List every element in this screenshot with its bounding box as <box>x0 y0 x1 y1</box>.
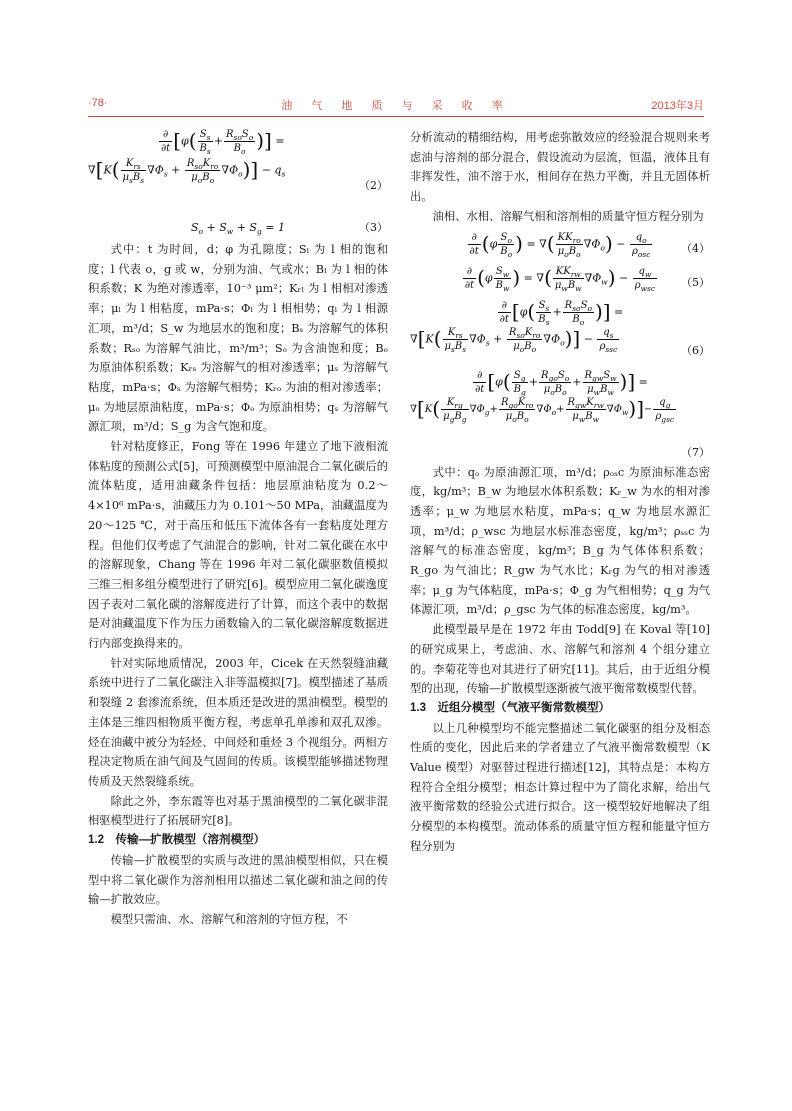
page-number: ·78· <box>88 97 108 109</box>
body-paragraph: 油相、水相、溶解气相和溶剂相的质量守恒方程分别为 <box>432 209 704 223</box>
journal-title: 油 气 地 质 与 采 收 率 <box>281 100 511 112</box>
left-column <box>88 128 388 930</box>
equation-2: $\frac{\partial}{\partial t}$ [φ( $\frac{S_s}{B_s}$ + $\frac{R_{so}S_o}{B_o}$ )] = ∇[K( $\frac{K_{rs}}{\mu_sB_s}$ $\nabla\Phi_s$ + $\frac{R_{so}K_{ro}}{\mu_oB_o}$ $\nabla\Phi_o)] - q_s$ （2） <box>88 128 388 218</box>
body-paragraph: 以上几种模型均不能完整描述二氧化碳驱的组分及相态性质的变化，因此后来的学者建立了气液平衡常数模型（K Value 模型）对驱替过程进行描述[12]，其特点是：本构方程符合全组分模型；相态计算过程中为了简化求解，给出气液平衡常数的经验公式进行拟合。这一模型较好地解决了组分模型的本构模型。流动体系的质量守恒方程和能量守恒方程分别为 <box>410 721 710 853</box>
body-paragraph: 传输—扩散模型的实质与改进的黑油模型相似，只在模型中将二氧化碳作为溶剂相用以描述二氧化碳和油之间的传输—扩散效应。 <box>88 853 388 907</box>
equation-6-number: （6） <box>681 343 710 357</box>
nomenclature-paragraph: 式中：qₒ 为原油源汇项，m³/d；ρₒₛc 为原油标准态密度，kg/m³；B_w 为地层水体积系数；Kᵣ_w 为水的相对渗透率；μ_w 为地层水粘度，mPa·s；q_w 为地层水源汇项，m³/d；ρ_wsc 为地层水标准态密度，kg/m³；ρₛₛc 为溶解气的标准态密度，kg/m³；B_g 为气体体积系数；R_go 为气油比；R_gw 为气水比；Kᵣg 为气的相对渗透率；μ_g 为气体粘度，mPa·s；Φ_g 为气相相势；q_g 为气体源汇项，m³/d；ρ_gsc 为气体的标准态密度，kg/m³。 <box>410 465 710 617</box>
equation-7: $\frac{\partial}{\partial t}$ [φ( $\frac{S_g}{B_g}$ + $\frac{R_{go}S_o}{\mu_oB_o}$ + $\frac{R_{gw}S_w}{\mu_wB_w}$ )] = ∇[K( $\frac{K_{rg}}{\mu_gB_g}$ $\nabla\Phi_g+$ $\frac{R_{go}K_{ro}}{\mu_oB_o}$ $\nabla\Phi_o+$ $\frac{R_{gw}K_{rw}}{\mu_wB_w}$ $\nabla\Phi_w)]-$ $\frac{q_g}{\rho_{gsc}}$ （7） <box>410 369 710 463</box>
body-paragraph: 模型只需油、水、溶解气和溶剂的守恒方程，不 <box>110 912 348 926</box>
nomenclature-paragraph: 式中：t 为时间，d；φ 为孔隙度；Sₗ 为 l 相的饱和度；l 代表 o，g 或 w，分别为油、气或水；Bₗ 为 l 相的体积系数；K 为绝对渗透率，10⁻³ μm²；Kᵣₗ 为 l 相相对渗透率；μₗ 为 l 相粘度，mPa·s；Φₗ 为 l 相相势；qₗ 为 l 相源汇项，m³/d；S_w 为地层水的饱和度；Bₛ 为溶解气的体积系数；Rₛₒ 为溶解气油比，m³/m³；Sₒ 为含油饱和度；Bₒ 为原油体积系数；Kᵣₛ 为溶解气的相对渗透率；μₛ 为溶解气粘度，mPa·s；Φₛ 为溶解气相势；Kᵣₒ 为油的相对渗透率；μₒ 为地层原油粘度，mPa·s；Φₒ 为原油相势；qₛ 为溶解气源汇项，m³/d；S_g 为含气饱和度。 <box>88 243 388 434</box>
issue-date: 2013年3月 <box>651 100 704 112</box>
equation-4: $\frac{\partial}{\partial t}$ (φ $\frac{S_o}{B_o}$ ) = ∇( $\frac{KK_{ro}}{\mu_oB_o}$ $\nabla\Phi_o$) − $\frac{q_o}{\rho_{osc}}$ （4） <box>469 231 710 259</box>
body-paragraph: 针对粘度修正，Fong 等在 1996 年建立了地下液相流体粘度的预测公式[5]，可预测模型中原油混合二氧化碳后的流体粘度，适用油藏条件包括：地层原油粘度为 0.2～4×10⁶ mPa·s，油藏压力为 0.101～50 MPa，油藏温度为 20～125 ℃，对于高压和低压下流体各有一套粘度处理方程。但他们仅考虑了气油混合的影响，针对二氧化碳在水中的溶解现象，Chang 等在 1996 年对二氧化碳驱数值模拟三维三相多组分模型进行了研究[6]。模型应用二氧化碳逸度因子表对二氧化碳的溶解度进行了计算，而这个表中的数据是对油藏温度下作为压力函数输入的二氧化碳溶解度数据进行内部变换得来的。 <box>88 440 388 651</box>
body-paragraph: 此模型最早是在 1972 年由 Todd[9] 在 Koval 等[10] 的研究成果上，考虑油、水、溶解气和溶剂 4 个组分建立的。李菊花等也对其进行了研究[11]。其后，由于近组分模型的出现，传输—扩散模型逐渐被气液平衡常数模型代替。 <box>410 623 710 696</box>
equation-5-number: （5） <box>681 275 710 289</box>
body-paragraph: 除此之外，李东霞等也对基于黑油模型的二氧化碳非混相驱模型进行了拓展研究[8]。 <box>88 794 388 828</box>
equation-3-number: （3） <box>359 221 388 234</box>
section-heading-1-2: 1.2 传输—扩散模型（溶剂模型） <box>88 834 265 847</box>
equation-6: $\frac{\partial}{\partial t}$ [φ( $\frac{S_s}{B_s}$ + $\frac{R_{so}S_o}{B_o}$ )] = ∇[K( $\frac{K_{rs}}{\mu_sB_s}$ $\nabla\Phi_s$ + $\frac{R_{so}K_{ro}}{\mu_oB_o}$ $\nabla\Phi_o$)] − $\frac{q_s}{\rho_{ssc}}$ （6） <box>410 299 710 369</box>
section-heading-1-3: 1.3 近组分模型（气液平衡常数模型） <box>410 701 610 714</box>
body-paragraph: 针对实际地质情况，2003 年，Cicek 在天然裂缝油藏系统中进行了二氧化碳注入非等温模拟[7]。模型描述了基质和裂缝 2 套渗流系统，但本质还是改进的黑油模型。模型的主体是三维四相物质平衡方程，考虑单孔单渗和双孔双渗。烃在油藏中被分为轻烃、中间烃和重烃 3 个视组分。两相方程决定物质在油气间及气固间的传质。该模型能够描述物理传质及天然裂缝系统。 <box>88 656 388 788</box>
equation-4-number: （4） <box>681 241 710 255</box>
body-paragraph: 分析流动的精细结构，用考虑弥散效应的经验混合规则来考虑油与溶剂的部分混合，假设流动为层流，恒温，液体且有非挥发性，油不溶于水，相间存在热力平衡，并且无固体析出。 <box>410 131 710 204</box>
right-column <box>410 128 710 857</box>
equation-5: $\frac{\partial}{\partial t}$ (φ $\frac{S_w}{B_w}$ ) = ∇( $\frac{KK_{rw}}{\mu_wB_w}$ $\nabla\Phi_w$) − $\frac{q_w}{\rho_{wsc}}$ （5） <box>464 265 710 293</box>
equation-2-number: （2） <box>359 179 388 192</box>
running-header <box>88 95 704 117</box>
equation-3: $S_o + S_w + S_g = 1$ （3） <box>88 218 388 240</box>
equation-7-number: （7） <box>681 445 710 459</box>
